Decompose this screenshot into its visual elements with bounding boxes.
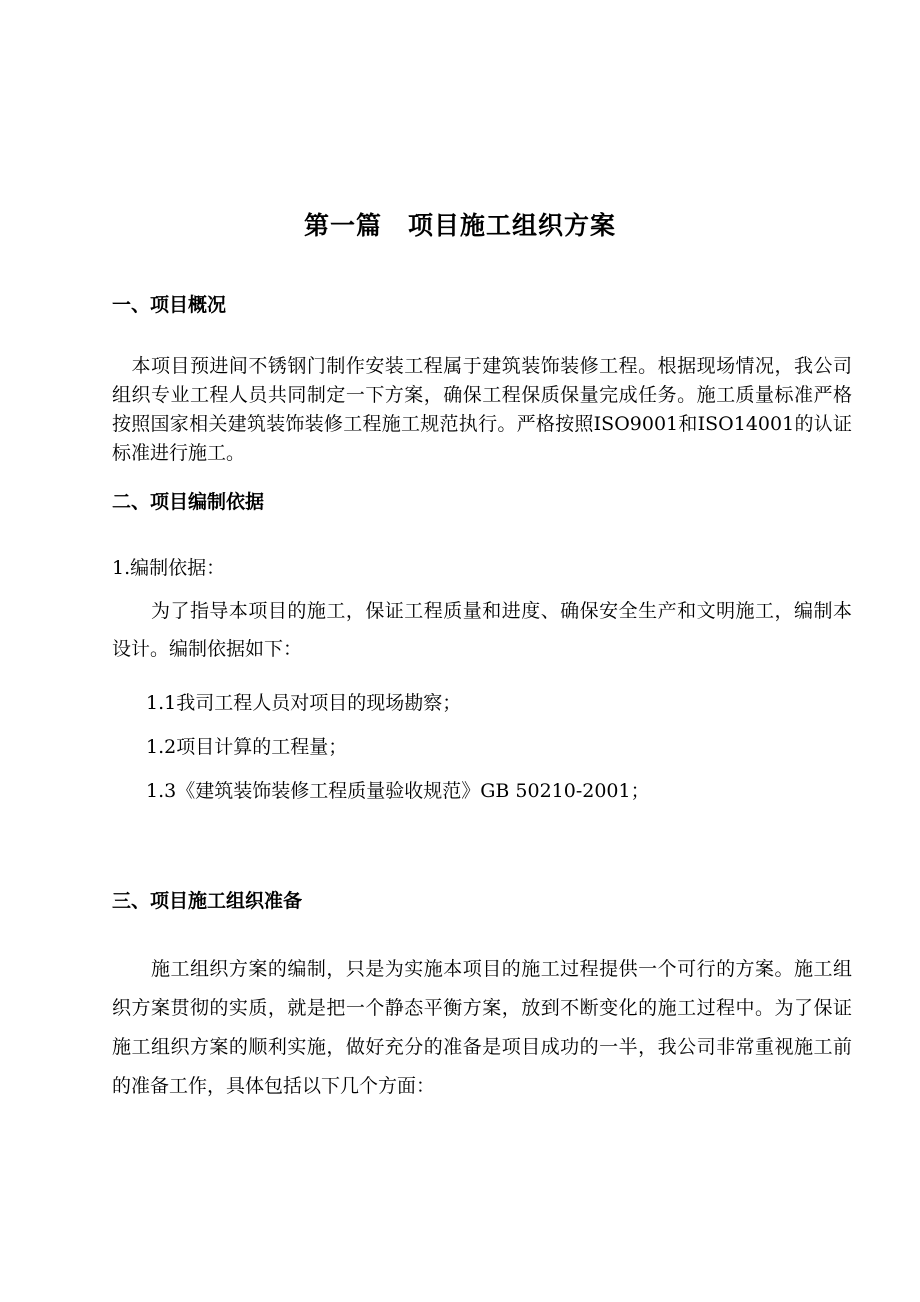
basis-list-item: 1.2项目计算的工程量；	[146, 736, 348, 758]
basis-paragraph: 为了指导本项目的施工，保证工程质量和进度、确保安全生产和文明施工，编制本设计。编制依据如下：	[112, 600, 852, 660]
section-heading-overview: 一、项目概况	[112, 294, 227, 316]
overview-paragraph: 本项目预进间不锈钢门制作安装工程属于建筑装饰装修工程。根据现场情况，我公司组织专业工程人员共同制定一下方案，确保工程保质保量完成任务。施工质量标准严格按照国家相关建筑装饰装修工程施工规范执行。严格按照ISO9001和ISO14001的认证标准进行施工。	[112, 355, 852, 464]
section-heading-basis: 二、项目编制依据	[112, 491, 265, 513]
basis-list-item: 1.1我司工程人员对项目的现场勘察；	[146, 692, 462, 714]
document-title: 第一篇 项目施工组织方案	[303, 211, 616, 240]
basis-list-item: 1.3《建筑装饰装修工程质量验收规范》GB 50210-2001；	[146, 780, 650, 802]
basis-subheading: 1.编制依据：	[112, 557, 226, 579]
preparation-paragraph: 施工组织方案的编制，只是为实施本项目的施工过程提供一个可行的方案。施工组织方案贯彻的实质，就是把一个静态平衡方案，放到不断变化的施工过程中。为了保证施工组织方案的顺利实施，做好充分的准备是项目成功的一半，我公司非常重视施工前的准备工作，具体包括以下几个方面：	[112, 958, 852, 1097]
section-heading-preparation: 三、项目施工组织准备	[112, 890, 303, 912]
